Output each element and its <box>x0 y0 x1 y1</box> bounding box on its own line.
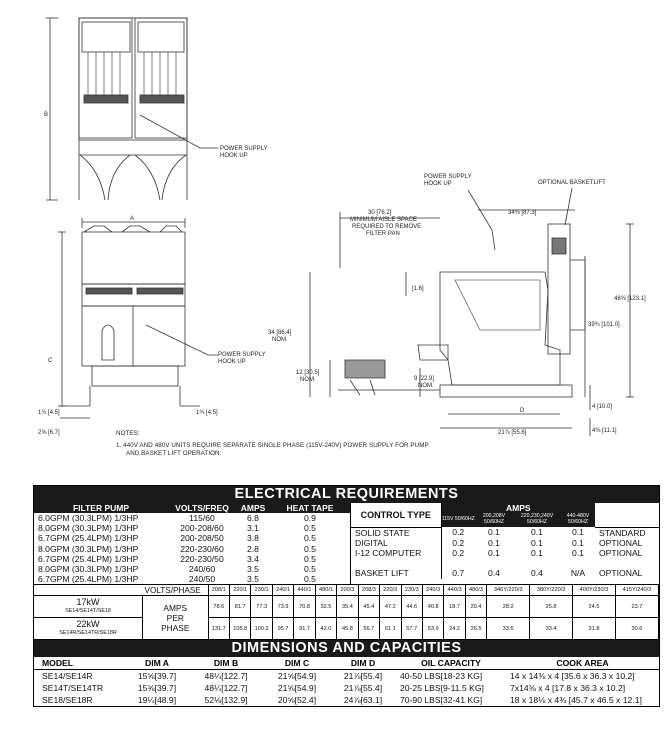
kw17-label: 17kW <box>76 596 100 607</box>
control-type-block <box>350 503 659 584</box>
hdr-amps-2: AMPS <box>441 503 595 513</box>
control-cell: BASKET LIFT <box>351 568 441 578</box>
dim-cell: 21⅞[55.4] <box>343 683 383 694</box>
dim-cell: 15⅝[39.7] <box>137 683 177 694</box>
pump-cell: 0.5 <box>304 543 316 554</box>
kw22-amps-value: 95.7 <box>272 618 293 640</box>
kw17-amps-value: 18.7 <box>444 596 465 618</box>
control-type-table <box>351 503 659 579</box>
kw17-amps-value: 32.5 <box>315 596 336 618</box>
volts-phase-col: 415Y/240/3 <box>615 585 658 596</box>
pump-cell: 6.0GPM (30.3LPM) 1/3HP <box>38 513 139 523</box>
control-cell: OPTIONAL <box>599 547 643 558</box>
volts-phase-col: 208/1 <box>208 585 229 596</box>
dim-cell: 15⅝[39.7] <box>137 671 177 682</box>
dim-cell: 20⅝[52.4] <box>277 695 317 706</box>
kw22-amps-value: 57.7 <box>401 618 422 640</box>
notes <box>116 430 586 458</box>
control-cell: 0.7 <box>452 568 465 579</box>
control-cell <box>561 558 595 568</box>
pump-cell: 0.5 <box>304 523 316 534</box>
dim-cell: 40-50 LBS[18-23 KG] <box>400 671 483 682</box>
notes-line-2: AND BASKET LIFT OPERATION. <box>126 450 222 457</box>
hdr-control-type: CONTROL TYPE <box>351 503 441 527</box>
dim-9-nom: NOM. <box>418 383 434 389</box>
pump-cell: 3.4 <box>247 553 259 564</box>
hdr-amps: AMPS <box>236 503 270 513</box>
kw22-amps-value: 53.9 <box>422 618 443 640</box>
control-cell: 0.1 <box>531 547 543 558</box>
control-cell: I-12 COMPUTER <box>351 548 441 558</box>
dim-row <box>34 670 659 683</box>
volts-phase-col: 220/3 <box>380 585 401 596</box>
dim-4-5a: 1¾ [4.5] <box>38 410 60 416</box>
pump-cell: 240/50 <box>188 574 216 585</box>
pump-cell: 6.7GPM (25.4LPM) 1/3HP <box>38 533 139 544</box>
notes-line-1: 1. 440V AND 480V UNITS REQUIRE SEPARATE SINGLE PHASE (115V-240V) POWER SUPPLY FOR PUMP <box>116 442 429 449</box>
aisle-label-4: FILTER PAN <box>366 231 400 237</box>
dimensions-table <box>34 657 659 706</box>
kw22-amps-value: 131.7 <box>208 618 229 640</box>
dim-row <box>34 694 659 706</box>
pump-cell: 8.0GPM (30.3LPM) 1/3HP <box>38 523 139 534</box>
dim-cell: 70-90 LBS[32-41 KG] <box>400 695 483 706</box>
volts-phase-col: 200/3 <box>337 585 358 596</box>
kw22-amps-value: 100.2 <box>251 618 272 640</box>
pump-cell: 0.5 <box>304 574 316 585</box>
pump-cell: 3.5 <box>247 564 259 575</box>
control-cell: 0.1 <box>488 537 500 548</box>
dim-header: DIM D <box>330 657 396 670</box>
dim-9: 9 [22.9] <box>414 376 435 382</box>
dim-header: DIM B <box>188 657 264 670</box>
kw22-label: 22kW <box>76 618 100 629</box>
dim-cell: 19¼[48.9] <box>137 695 177 706</box>
dim-10: 4 [10.0] <box>592 404 613 410</box>
kw17-amps-value: 40.8 <box>422 596 443 618</box>
dim-b-label: B <box>44 112 49 118</box>
dim-cell: 21⅝[54.9] <box>277 671 317 682</box>
control-cell: N/A <box>570 568 586 579</box>
filter-pump-table <box>34 503 350 584</box>
dim-cell: 21⅝[54.9] <box>277 683 317 694</box>
dim-cell: 21⅞[55.4] <box>343 671 383 682</box>
volts-phase-col: 220/1 <box>230 585 251 596</box>
dim-cell: SE14T/SE14TR <box>42 683 104 694</box>
volts-phase-col: 230/1 <box>251 585 272 596</box>
amps-per-phase-table <box>34 584 659 640</box>
control-row <box>351 527 659 538</box>
aisle-label-3: REQUIRED TO REMOVE <box>352 224 422 230</box>
control-cell: 0.1 <box>572 547 584 558</box>
dim-1-6: [1.6] <box>412 286 424 292</box>
control-row <box>351 548 659 558</box>
control-cell <box>595 558 659 568</box>
kw17-amps-value: 47.2 <box>380 596 401 618</box>
volts-phase-col: 480/1 <box>315 585 336 596</box>
kw17-amps-value: 77.3 <box>251 596 272 618</box>
pump-cell: 0.5 <box>304 533 316 544</box>
top-view-fryer <box>46 18 218 200</box>
kw22-amps-value: 31.8 <box>573 618 616 640</box>
dim-header: DIM A <box>126 657 188 670</box>
kw17-amps-value: 35.4 <box>337 596 358 618</box>
aisle-label-1: 30 [76.2] <box>368 210 392 216</box>
dim-cell: 7x14⅜ x 4 [17.8 x 36.3 x 10.2] <box>510 683 626 694</box>
control-cell: 0.2 <box>452 537 465 548</box>
volts-phase-col: 440/3 <box>444 585 465 596</box>
control-cell: 0.1 <box>572 537 584 548</box>
dim-row <box>34 682 659 694</box>
kw17-models: SE14/SE14T/SE18 <box>65 607 111 614</box>
kw22-amps-value: 26.5 <box>465 618 486 640</box>
top-power-label-1: POWER SUPPLY <box>220 146 268 152</box>
dim-cell: 52⅛[132.9] <box>204 695 248 706</box>
spec-sheet <box>33 485 660 707</box>
dim-header: DIM C <box>264 657 330 670</box>
kw17-amps-value: 25.8 <box>530 596 573 618</box>
hdr-filter-pump: FILTER PUMP <box>34 503 168 513</box>
control-cell: 0.1 <box>531 527 543 538</box>
pump-cell: 6.8 <box>247 513 259 523</box>
front-view-fryer <box>58 218 218 418</box>
kw17-amps-value: 28.2 <box>487 596 530 618</box>
control-cell: 0.1 <box>488 547 500 558</box>
pump-cell: 220-230/50 <box>180 553 224 564</box>
top-power-label-2: HOOK UP <box>220 153 248 159</box>
hdr-heat-tape: HEAT TAPE <box>270 503 350 513</box>
pump-row <box>34 523 350 533</box>
volts-phase-col: 480/3 <box>465 585 486 596</box>
kw17-amps-value: 20.4 <box>465 596 486 618</box>
dim-cell: 18 x 18⅛ x 4¾ [45.7 x 46.5 x 12.1] <box>510 695 642 706</box>
control-cell: STANDARD <box>599 527 646 538</box>
volts-phase-col: 240/3 <box>422 585 443 596</box>
dim-4-5b: 1¾ [4.5] <box>196 410 218 416</box>
control-cell: 0.4 <box>488 568 500 579</box>
dim-39: 39¾ [101.0] <box>588 322 620 328</box>
dim-21: 21⅞ [55.6] <box>498 430 527 436</box>
volts-phase-col: 346Y/220/3 <box>487 585 530 596</box>
pump-cell: 240/60 <box>188 564 216 575</box>
volts-phase-col: 440/1 <box>294 585 315 596</box>
aisle-label-2: MINIMUM AISLE SPACE <box>350 217 417 223</box>
control-cell: DIGITAL <box>351 538 441 548</box>
control-cell: 0.1 <box>488 527 500 538</box>
dimensions-title: DIMENSIONS AND CAPACITIES <box>34 640 659 657</box>
pump-row <box>34 564 350 574</box>
volts-phase-col: 208/3 <box>358 585 379 596</box>
col-440v: 440-480V 50/60HZ <box>566 513 590 525</box>
kw22-amps-value: 33.6 <box>487 618 530 640</box>
kw17-amps-value: 70.8 <box>294 596 315 618</box>
electrical-title: ELECTRICAL REQUIREMENTS <box>34 486 659 503</box>
kw17-amps-value: 23.7 <box>615 596 658 618</box>
pump-cell: 200-208/50 <box>180 533 224 544</box>
pump-row <box>34 544 350 554</box>
kw17-cell <box>34 596 142 618</box>
kw22-amps-value: 61.1 <box>380 618 401 640</box>
pump-cell: 3.8 <box>247 533 259 544</box>
dim-header: MODEL <box>34 657 126 670</box>
pump-row <box>34 554 350 564</box>
front-power-label-2: HOOK UP <box>218 359 246 365</box>
basket-lift-label: OPTIONAL BASKETLIFT <box>538 180 606 186</box>
control-cell: 0.1 <box>531 537 543 548</box>
control-row <box>351 568 659 578</box>
volts-phase-col: 400Y/230/3 <box>573 585 616 596</box>
control-cell <box>513 558 561 568</box>
dim-12: 12 [30.5] <box>296 370 320 376</box>
dim-cell: 20-25 LBS[9-11.5 KG] <box>400 683 484 694</box>
dim-11: 4⅜ [11.1] <box>592 428 617 434</box>
pump-cell: 6.7GPM (25.4LPM) 1/3HP <box>38 574 139 585</box>
col-200v: 200,208V 50/60HZ <box>482 513 506 525</box>
control-cell: OPTIONAL <box>599 568 643 579</box>
dim-cell: SE14/SE14R <box>42 671 93 682</box>
kw17-amps-value: 44.6 <box>401 596 422 618</box>
control-cell <box>351 558 441 568</box>
notes-title: NOTES: <box>116 430 140 437</box>
control-row <box>351 558 659 568</box>
kw22-models: SE14R/SE14TR/SE18R <box>59 629 117 636</box>
control-cell: 0.1 <box>572 527 584 538</box>
pump-cell: 0.5 <box>304 564 316 575</box>
col-220v: 220,230,240V 50/60HZ <box>520 513 554 525</box>
dim-34-nom: NOM. <box>272 337 288 343</box>
kw22-amps-value: 91.7 <box>294 618 315 640</box>
kw22-amps-value: 24.2 <box>444 618 465 640</box>
control-cell <box>475 558 513 568</box>
pump-cell: 3.1 <box>247 523 259 534</box>
kw17-amps-value: 81.7 <box>230 596 251 618</box>
dim-header: OIL CAPACITY <box>396 657 506 670</box>
dim-6-7: 2⅝ [6.7] <box>38 430 60 436</box>
pump-row <box>34 513 350 523</box>
dim-header: COOK AREA <box>506 657 659 670</box>
dim-d-label: D <box>520 408 525 414</box>
control-cell: SOLID STATE <box>351 527 441 538</box>
kw22-amps-value: 30.6 <box>615 618 658 640</box>
kw17-amps-value: 73.9 <box>272 596 293 618</box>
amps-per-phase-cell <box>142 596 208 640</box>
kw17-amps-value: 45.4 <box>358 596 379 618</box>
dim-c-label: C <box>48 358 53 364</box>
pump-row <box>34 533 350 543</box>
pump-cell: 0.9 <box>304 513 316 523</box>
pump-cell: 220-230/60 <box>180 543 224 554</box>
volts-phase-col: 240/1 <box>272 585 293 596</box>
control-cell: 0.4 <box>531 568 543 579</box>
control-cell: 0.2 <box>452 527 465 538</box>
kw22-amps-value: 45.8 <box>337 618 358 640</box>
control-cell: 0.2 <box>452 547 465 558</box>
dim-12-nom: NOM. <box>300 377 316 383</box>
side-power-label-1: POWER SUPPLY <box>424 174 472 180</box>
dim-cell: 48¼[122.7] <box>204 683 248 694</box>
pump-cell: 8.0GPM (30.3LPM) 1/3HP <box>38 564 139 575</box>
hdr-volts-freq: VOLTS/FREQ <box>168 503 236 513</box>
amps-per-phase-1: AMPS <box>163 602 188 613</box>
dim-cell: SE18/SE18R <box>42 695 93 706</box>
amps-per-phase-2: PER <box>166 612 184 623</box>
dim-34-3: 34⅜ [87.3] <box>508 210 537 216</box>
pump-cell: 0.5 <box>304 553 316 564</box>
volts-phase-col: 380Y/220/3 <box>530 585 573 596</box>
kw22-amps-value: 56.7 <box>358 618 379 640</box>
front-power-label-1: POWER SUPPLY <box>218 352 266 358</box>
control-row <box>351 538 659 548</box>
kw22-amps-value: 42.0 <box>315 618 336 640</box>
dim-cell: 24⅞[63.1] <box>343 695 383 706</box>
kw17-amps-value: 78.6 <box>208 596 229 618</box>
pump-cell: 6.7GPM (25.4LPM) 1/3HP <box>38 553 139 564</box>
control-cell <box>441 558 475 568</box>
side-power-label-2: HOOK UP <box>424 181 452 187</box>
pump-cell: 8.0GPM (30.3LPM) 1/3HP <box>38 543 139 554</box>
dim-cell: 14 x 14⅜ x 4 [35.6 x 36.3 x 10.2] <box>510 671 635 682</box>
pump-row <box>34 574 350 584</box>
amps-per-phase-3: PHASE <box>161 622 190 633</box>
pump-cell: 2.8 <box>247 543 259 554</box>
control-cell: OPTIONAL <box>599 537 643 548</box>
kw22-amps-value: 33.4 <box>530 618 573 640</box>
kw22-amps-value: 105.8 <box>230 618 251 640</box>
pump-cell: 3.5 <box>247 574 259 585</box>
pump-cell: 200-208/60 <box>180 523 224 534</box>
dim-cell: 48¼[122.7] <box>204 671 248 682</box>
dim-34: 34 [86.4] <box>268 330 292 336</box>
pump-cell: 115/60 <box>189 513 215 523</box>
kw17-amps-value: 24.5 <box>573 596 616 618</box>
kw22-cell <box>34 618 142 640</box>
volts-phase-col: 230/3 <box>401 585 422 596</box>
electrical-upper <box>34 503 659 584</box>
volts-phase-label: VOLTS/PHASE <box>142 585 208 596</box>
dim-a-label: A <box>130 216 135 222</box>
dim-48: 48⅝ [123.1] <box>614 296 646 302</box>
col-115v: 115V 50/60HZ <box>441 516 475 523</box>
